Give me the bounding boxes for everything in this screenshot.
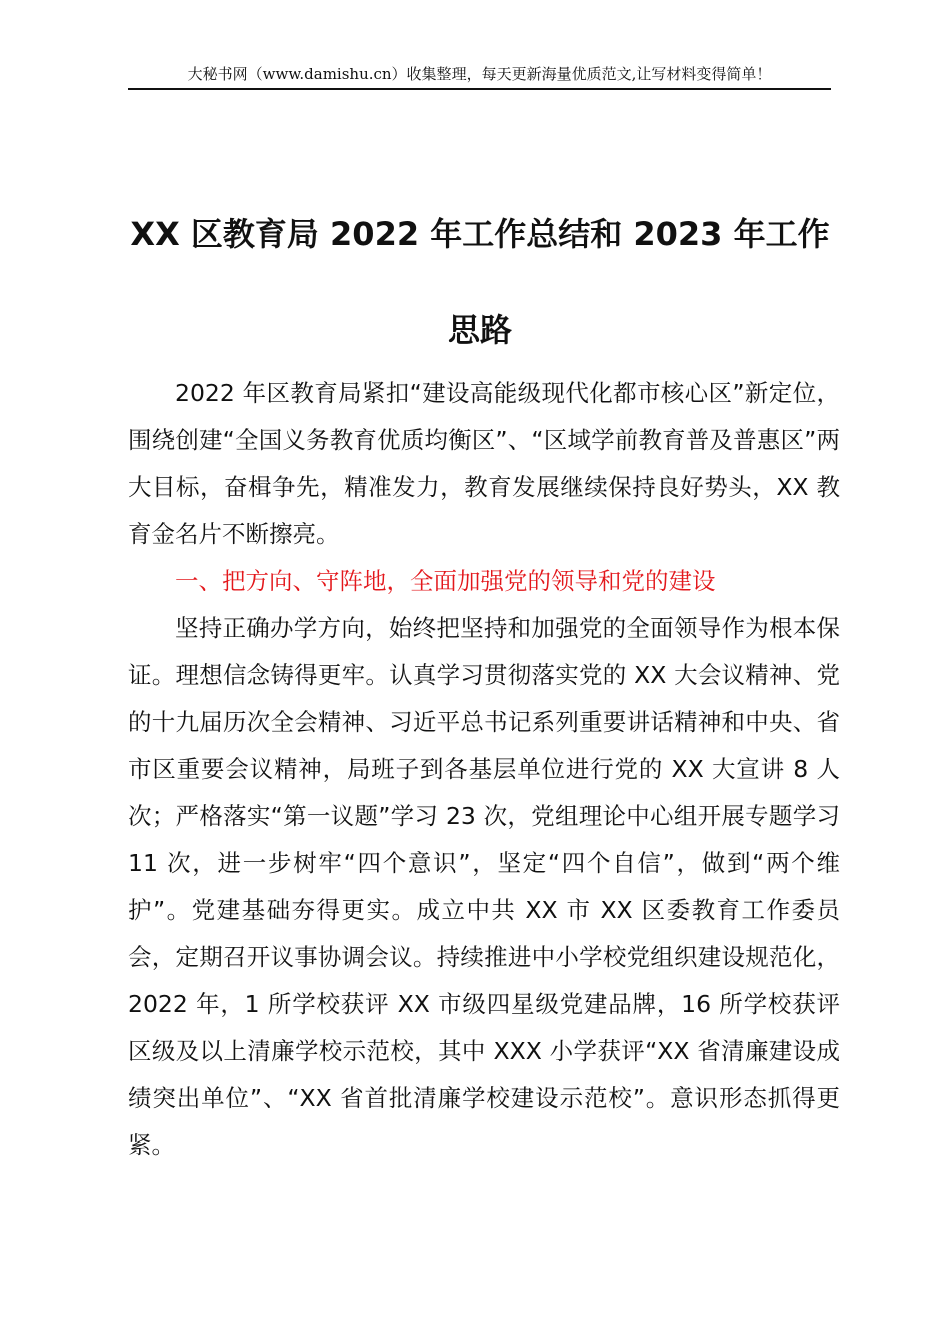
- document-title-line-1: XX 区教育局 2022 年工作总结和 2023 年工作: [130, 215, 830, 253]
- page-header: [128, 62, 831, 90]
- document-title: [110, 186, 850, 378]
- body-paragraph: 坚持正确办学方向，始终把坚持和加强党的全面领导作为根本保证。理想信念铸得更牢。认真学习贯彻落实党的 XX 大会议精神、党的十九届历次全会精神、习近平总书记系列重要讲话精神和中央、省市区重要会议精神，局班子到各基层单位进行党的 XX 大宣讲 8 人次；严格落实“第一议题”学习 23 次，党组理论中心组开展专题学习 11 次，进一步树牢“四个意识”，坚定“四个自信”，做到“两个维护”。党建基础夯得更实。成立中共 XX 市 XX 区委教育工作委员会，定期召开议事协调会议。持续推进中小学校党组织建设规范化，2022 年，1 所学校获评 XX 市级四星级党建品牌，16 所学校获评区级及以上清廉学校示范校，其中 XXX 小学获评“XX 省清廉建设成绩突出单位”、“XX 省首批清廉学校建设示范校”。意识形态抓得更紧。: [128, 614, 840, 1159]
- intro-paragraph: 2022 年区教育局紧扣“建设高能级现代化都市核心区”新定位，围绕创建“全国义务教育优质均衡区”、“区域学前教育普及普惠区”两大目标，奋楫争先，精准发力，教育发展继续保持良好势头，XX 教育金名片不断擦亮。: [128, 379, 840, 548]
- document-title-line-2: 思路: [447, 311, 512, 349]
- section-heading: 一、把方向、守阵地，全面加强党的领导和党的建设: [175, 567, 716, 595]
- document-body: [128, 370, 840, 1169]
- header-text: 大秘书网（www.damishu.cn）收集整理，每天更新海量优质范文,让写材料变得简单！: [187, 65, 772, 83]
